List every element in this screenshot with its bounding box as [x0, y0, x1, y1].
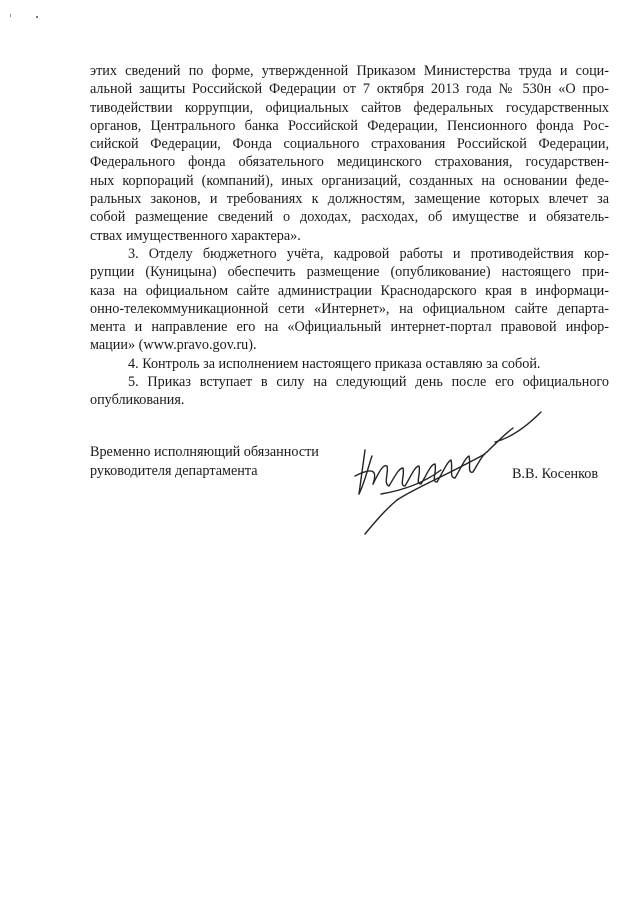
paragraph-continuation: [90, 62, 609, 245]
text-line: этих сведений по форме, утвержденной Приказом Министерства труда и соци-: [90, 63, 609, 79]
text-line: тиводействии коррупции, официальных сайтов федеральных государственных: [90, 99, 609, 116]
text-line: мента и направление его на «Официальный интернет-портал правовой инфор-: [90, 319, 609, 336]
text-line: альной защиты Российской Федерации от 7 октября 2013 года № 530н «О про-: [90, 81, 609, 98]
text-line: опубликования.: [90, 392, 185, 409]
text-line: собой размещение сведений о доходах, расходах, об имуществе и обязатель-: [90, 209, 609, 226]
document-body: [90, 62, 609, 410]
text-line: 4. Контроль за исполнением настоящего приказа оставляю за собой.: [128, 355, 541, 372]
signatory-name: В.В. Косенков: [512, 466, 599, 482]
text-line: ральных законов, и требованиях к должностям, замещение которых влечет за: [90, 191, 609, 208]
text-line: органов, Центрального банка Российской Федерации, Пенсионного фонда Рос-: [90, 117, 609, 134]
text-line: ных корпораций (компаний), иных организаций, созданных на основании феде-: [90, 172, 609, 189]
text-line: рупции (Куницына) обеспечить размещение (опубликование) настоящего при-: [90, 264, 609, 281]
scan-speck: [36, 16, 38, 18]
text-line: Федерального фонда обязательного медицинского страхования, государствен-: [90, 154, 609, 171]
paragraph-4: [90, 355, 609, 373]
position-line: Временно исполняющий обязанности: [90, 444, 319, 460]
text-line: сийской Федерации, Фонда социального страхования Российской Федерации,: [90, 136, 609, 153]
paragraph-3: [90, 245, 609, 355]
text-line: ствах имущественного характера».: [90, 227, 301, 244]
text-line: онно-телекоммуникационной сети «Интернет», на официальном сайте департа-: [90, 300, 609, 317]
text-line: каза на официальном сайте администрации Краснодарского края в информаци-: [90, 282, 609, 299]
position-line: руководителя департамента: [90, 463, 258, 479]
scan-speck: [10, 14, 11, 17]
text-line: 3. Отделу бюджетного учёта, кадровой работы и противодействия кор-: [128, 245, 609, 262]
text-line: мации» (www.pravo.gov.ru).: [90, 337, 257, 354]
text-line: 5. Приказ вступает в силу на следующий день после его официального: [128, 374, 609, 391]
signatory-position: [90, 443, 350, 481]
